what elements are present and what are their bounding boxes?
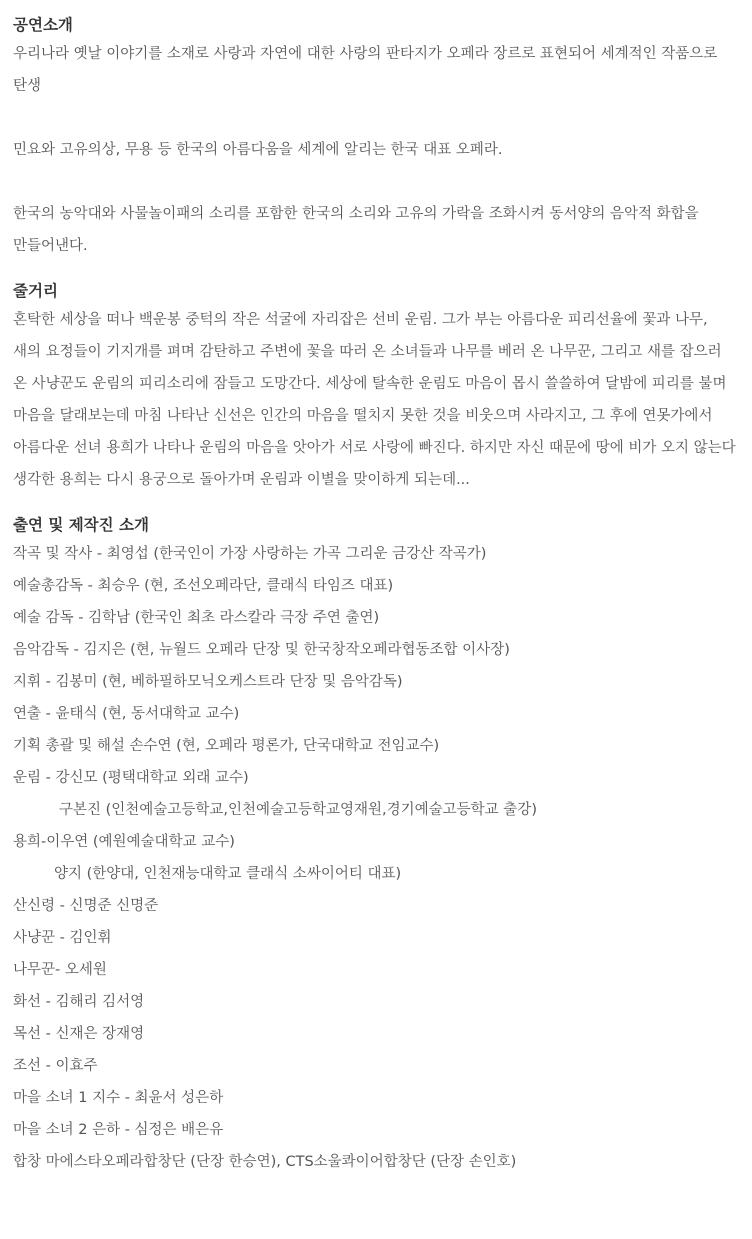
credit-line: 마을 소녀 1 지수 - 최윤서 성은하 — [13, 1090, 224, 1106]
credit-line: 지휘 - 김봉미 (현, 베하필하모닉오케스트라 단장 및 음악감독) — [13, 674, 403, 690]
intro-paragraph-1: 우리나라 옛날 이야기를 소재로 사랑과 자연에 대한 사랑의 판타지가 오페라 장르로 표현되어 세계적인 작품으로 탄생 — [13, 46, 718, 94]
credit-line: 화선 - 김해리 김서영 — [13, 994, 145, 1010]
synopsis-paragraph: 혼탁한 세상을 떠나 백운봉 중턱의 작은 석굴에 자리잡은 선비 운림. 그가 부는 아름다운 피리선율에 꽃과 나무, 새의 요정들이 기지개를 펴며 감탄하고 주변에 꽃을 따러 온 소녀들과 나무를 베러 온 나무꾼, 그리고 새를 잡으러 온 사냥꾼도 운림의 피리소리에 잠들고 도망간다. 세상에 탈속한 운림도 마음이 몹시 쓸쓸하여 달밤에 피리를 불며 마음을 달래보는데 마침 나타난 신선은 인간의 마음을 떨치지 못한 것을 비웃으며 사라지고, 그 후에 연못가에서 아름다운 선녀 용희가 나타나 운림의 마음을 앗아가 서로 사랑에 빠진다. 하지만 자신 때문에 땅에 비가 오지 않는다 생각한 용희는 다시 용궁으로 돌아가며 운림과 이별을 맞이하게 되는데... — [13, 312, 736, 488]
credit-line: 목선 - 신재은 장재영 — [13, 1026, 145, 1042]
intro-paragraph-3: 한국의 농악대와 사물놀이패의 소리를 포함한 한국의 소리와 고유의 가락을 조화시켜 동서양의 음악적 화합을 만들어낸다. — [13, 206, 699, 254]
synopsis-heading: 줄거리 — [13, 282, 58, 300]
intro-paragraph-2: 민요와 고유의상, 무용 등 한국의 아름다움을 세계에 알리는 한국 대표 오페라. — [13, 142, 503, 158]
credit-line: 용희-이우연 (예원예술대학교 교수) — [13, 834, 235, 850]
credit-line: 구본진 (인천예술고등학교,인천예술고등학교영재원,경기예술고등학교 출강) — [59, 802, 537, 818]
credit-line: 연출 - 윤태식 (현, 동서대학교 교수) — [13, 706, 240, 722]
credit-line: 기획 총괄 및 해설 손수연 (현, 오페라 평론가, 단국대학교 전임교수) — [13, 738, 440, 754]
spacer — [13, 166, 738, 198]
credit-line: 조선 - 이효주 — [13, 1058, 98, 1074]
credit-line: 합창 마에스타오페라합창단 (단장 한승연), CTS소울콰이어합창단 (단장 손인호) — [13, 1154, 517, 1170]
credit-line: 양지 (한양대, 인천재능대학교 클래식 소싸이어티 대표) — [54, 866, 402, 882]
credit-line: 예술총감독 - 최승우 (현, 조선오페라단, 클래식 타임즈 대표) — [13, 578, 394, 594]
credit-line: 나무꾼- 오세원 — [13, 962, 107, 978]
intro-heading: 공연소개 — [13, 16, 73, 34]
credit-line: 예술 감독 - 김학남 (한국인 최초 라스칼라 극장 주연 출연) — [13, 610, 380, 626]
spacer — [13, 102, 738, 134]
credit-line: 음악감독 - 김지은 (현, 뉴월드 오페라 단장 및 한국창작오페라협동조합 이사장) — [13, 642, 510, 658]
credit-line: 운림 - 강신모 (평택대학교 외래 교수) — [13, 770, 249, 786]
credits-heading: 출연 및 제작진 소개 — [13, 516, 149, 534]
credit-line: 작곡 및 작사 - 최영섭 (한국인이 가장 사랑하는 가곡 그리운 금강산 작곡가) — [13, 546, 487, 562]
credits-list — [13, 538, 738, 1178]
credit-line: 산신령 - 신명준 신명준 — [13, 898, 159, 914]
credit-line: 마을 소녀 2 은하 - 심정은 배은유 — [13, 1122, 224, 1138]
credit-line: 사냥꾼 - 김인휘 — [13, 930, 112, 946]
